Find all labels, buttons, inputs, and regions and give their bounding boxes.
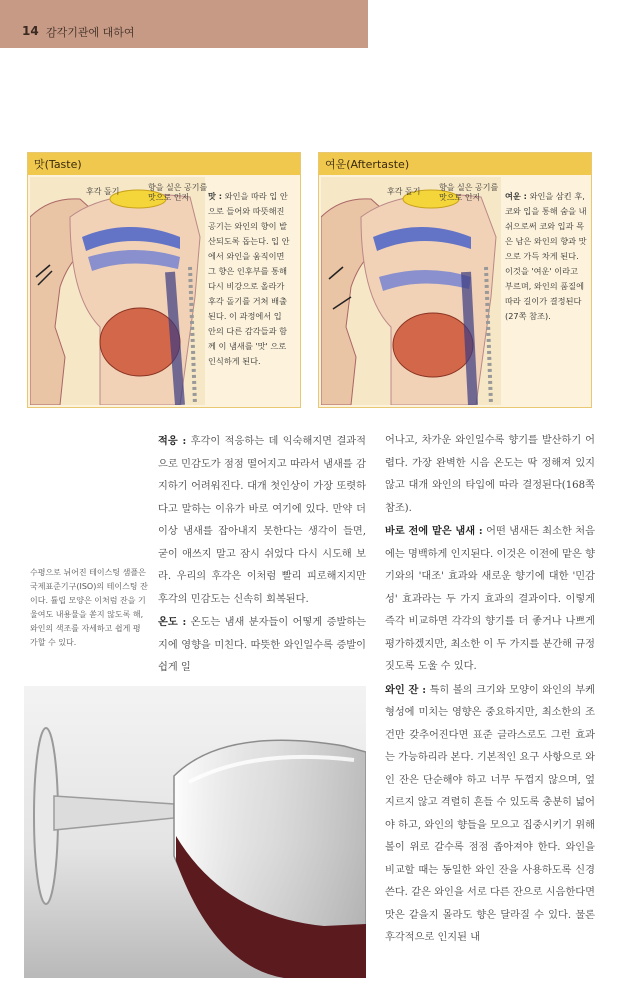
paragraph-text: 특히 볼의 크기와 모양이 와인의 부케 형성에 미치는 영향은 중요하지만, 최소한의 조건만 갖추어진다면 표준 글라스로도 그런 효과는 가능하리라 본다. 기본적인 요구 사항으로 와인 잔은 단순해야 하고 너무 두껍지 않으며, 엎지르지 않고 격렬히 흔들 수 있도록 충분히 넓어야 하고, 와인의 향들을 모으고 집중시키기 위해 볼이 위로 갈수록 점점 좁아져야 한다. 와인을 비교할 때는 동일한 와인 잔을 사용하도록 신경 쓴다. 같은 와인을 서로 다른 잔으로 시음한다면 맛은 같을지 몰라도 향은 달라질 수 있다. 물론 후각적으로 인지된 내 <box>385 684 595 943</box>
body-paragraph <box>385 679 595 950</box>
explanation-line: (27쪽 참조). <box>505 311 551 321</box>
aftertaste-label-aroma-1: 향을 실은 공기를 <box>439 183 499 192</box>
photo-caption: 수평으로 뉘어진 테이스팅 샘플은 국제표준기구(ISO)의 테이스팅 잔이다. 튤립 모양은 이처럼 잔을 기울여도 내용물을 쏟지 않도록 해, 와인의 색조를 자세하고 쉽게 평가할 수 있다. <box>30 568 148 647</box>
aftertaste-label-aftersmell: 후각 돌기 <box>387 187 421 196</box>
page-number: 14 <box>22 24 39 38</box>
aftertaste-head-illustration <box>321 177 501 405</box>
explanation-line: 후각 돌기를 거쳐 배출 <box>208 296 287 306</box>
header-bar <box>0 0 368 48</box>
explanation-line: 와인을 삼킨 후, <box>529 191 585 201</box>
taste-head-illustration <box>30 177 208 405</box>
taste-label-aftersmell: 후각 돌기 <box>86 187 120 196</box>
explanation-line: 그 향은 인후부를 통해 <box>208 266 287 276</box>
explanation-line: 부르며, 와인의 품질에 <box>505 281 584 291</box>
paragraph-text: 어떤 냄새든 최소한 처음에는 명백하게 인지된다. 이것은 이전에 맡은 향기와의 '대조' 효과와 새로운 향기에 대한 '민감성' 효과라는 두 가지 효과의 결과이다. 이렇게 즉각 비교하면 각각의 향기를 더 좋거나 나쁘게 평가하겠지만, 최소한 이 두 가지를 분간해 규정짓도록 도울 수 있다. <box>385 526 595 672</box>
aftertaste-panel-title: 여운(Aftertaste) <box>319 153 591 175</box>
aftertaste-explain-head: 여운 : <box>505 191 527 201</box>
taste-panel-title: 맛(Taste) <box>28 153 300 175</box>
aftertaste-explanation <box>505 189 591 324</box>
explanation-line: 인식하게 된다. <box>208 356 261 366</box>
explanation-line: 산되도록 돕는다. 입 안 <box>208 236 290 246</box>
paragraph-text: 온도는 냄새 분자들이 어떻게 증발하는지에 영향을 미친다. 따뜻한 와인일수록 증발이 쉽게 일 <box>158 617 366 673</box>
body-paragraph <box>385 520 595 679</box>
explanation-line: 은 남은 와인의 향과 맛 <box>505 236 587 246</box>
explanation-line: 다시 비강으로 올라가 <box>208 281 285 291</box>
explanation-line: 와인을 따라 입 안 <box>224 191 288 201</box>
paragraph-keyword: 바로 전에 맡은 냄새 : <box>385 525 483 537</box>
taste-label-aroma-1: 향을 실은 공기를 <box>148 183 208 192</box>
explanation-line: 따라 길이가 결정된다 <box>505 296 582 306</box>
explanation-line: 쉬으로써 코와 입과 목 <box>505 221 584 231</box>
wine-glass-photo <box>24 686 366 978</box>
taste-explanation <box>208 189 300 369</box>
taste-explain-head: 맛 : <box>208 191 223 201</box>
body-paragraph <box>158 430 366 611</box>
paragraph-text: 후각이 적응하는 데 익숙해지면 결과적으로 민감도가 점점 떨어지고 따라서 냄새를 감지하기 어려워진다. 대개 첫인상이 가장 또렷하다고 말하는 이유가 바로 여기에 있다. 만약 더 이상 냄새를 잡아내지 못한다는 생각이 들면, 굳이 애쓰지 말고 잠시 쉬었다 다시 시도해 보라. 우리의 후각은 이처럼 빨리 피로해지지만 후각의 민감도는 신속히 회복된다. <box>158 436 366 605</box>
explanation-line: 안의 다른 감각들과 함 <box>208 326 287 336</box>
body-paragraph <box>158 611 366 680</box>
explanation-line: 으로 들어와 따뜻해진 <box>208 206 285 216</box>
aftertaste-diagram-panel <box>318 152 592 408</box>
explanation-line: 께 이 냄새를 '맛' 으로 <box>208 341 287 351</box>
explanation-line: 이것을 '여운' 이라고 <box>505 266 578 276</box>
paragraph-text: 어나고, 차가운 와인일수록 향기를 발산하기 어렵다. 가장 완벽한 시음 온도는 딱 정해져 있지 않고 대개 와인의 타입에 따라 결정된다(168쪽 참조). <box>385 435 595 514</box>
tilted-wine-glass-illustration <box>24 686 366 978</box>
body-column-left <box>158 430 366 680</box>
aftertaste-label-aroma-2: 맛으로 인지 <box>439 193 481 202</box>
paragraph-keyword: 적응 : <box>158 435 187 447</box>
explanation-line: 공기는 와인의 향이 발 <box>208 221 287 231</box>
body-paragraph <box>385 430 595 520</box>
explanation-line: 으로 가득 차게 된다. <box>505 251 579 261</box>
body-column-right <box>385 430 595 950</box>
explanation-line: 코와 입을 통해 숨을 내 <box>505 206 587 216</box>
taste-diagram-panel <box>27 152 301 408</box>
paragraph-keyword: 온도 : <box>158 616 187 628</box>
explanation-line: 에서 와인을 움직이면 <box>208 251 285 261</box>
paragraph-keyword: 와인 잔 : <box>385 683 427 696</box>
taste-label-aroma-2: 맛으로 인지 <box>148 193 190 202</box>
explanation-line: 된다. 이 과정에서 입 <box>208 311 282 321</box>
chapter-title: 감각기관에 대하여 <box>46 26 135 39</box>
